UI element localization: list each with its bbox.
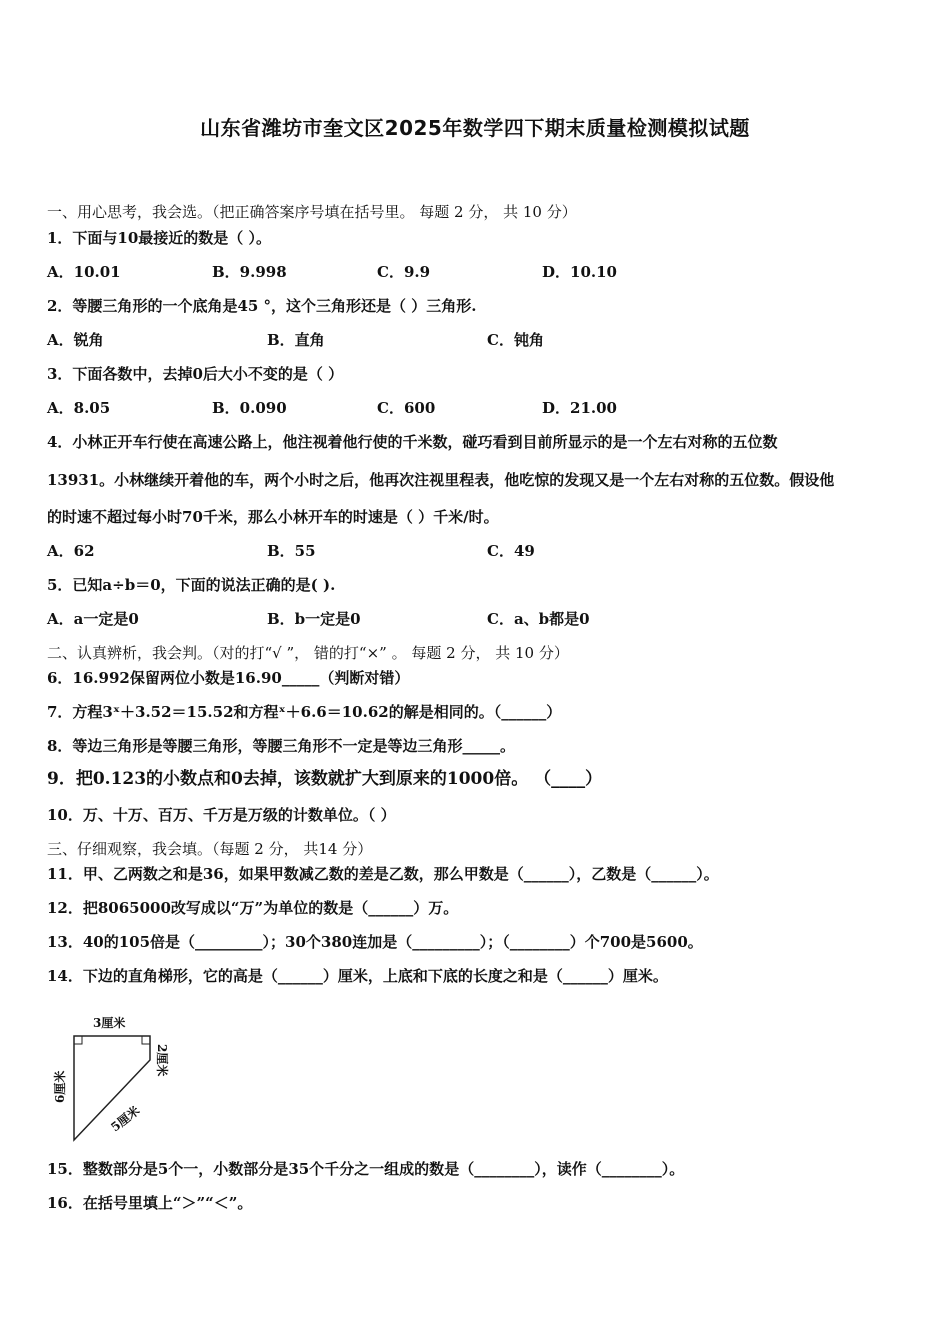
option-a: A．8.05 (47, 399, 111, 417)
option-a: A．62 (47, 542, 95, 560)
option-c: C．a、b都是0 (487, 610, 590, 628)
question-1: 1．下面与10最接近的数是（ ）。 (47, 229, 272, 247)
option-c: C．9.9 (377, 263, 431, 281)
section-1-heading: 一、用心思考，我会选。（把正确答案序号填在括号里。 每题 2 分， 共 10 分） (47, 203, 577, 221)
slant-side-label: 5厘米 (108, 1103, 143, 1135)
question-10: 10．万、十万、百万、千万是万级的计数单位。（ ） (47, 806, 396, 824)
option-a: A．10.01 (47, 263, 121, 281)
question-5: 5．已知a÷b＝0，下面的说法正确的是( ). (47, 576, 336, 594)
question-13: 13．40的105倍是（_________）；30个380连加是（_________）；（________）个700是5600。 (47, 933, 703, 951)
page-title: 山东省潍坊市奎文区2025年数学四下期末质量检测模拟试题 (200, 116, 750, 140)
question-8: 8．等边三角形是等腰三角形，等腰三角形不一定是等边三角形_____。 (47, 737, 515, 755)
top-side-label: 3厘米 (93, 1016, 126, 1030)
option-b: B．9.998 (212, 263, 287, 281)
option-b: B．0.090 (212, 399, 287, 417)
question-4-line-2: 13931。小林继续开着他的车，两个小时之后，他再次注视里程表，他吃惊的发现又是一个左右对称的五位数。假设他 (47, 471, 835, 489)
right-angle-mark-left (74, 1036, 82, 1044)
section-2-heading: 二、认真辨析，我会判。（对的打“√ ”， 错的打“×” 。 每题 2 分， 共 10 分） (47, 644, 569, 662)
option-d: D．10.10 (542, 263, 617, 281)
question-4-line-1: 4．小林正开车行使在高速公路上，他注视着他行使的千米数，碰巧看到目前所显示的是一个左右对称的五位数 (47, 433, 778, 451)
option-a: A．a一定是0 (47, 610, 139, 628)
question-3: 3．下面各数中，去掉0后大小不变的是（ ） (47, 365, 344, 383)
question-4-line-3: 的时速不超过每小时70千米，那么小林开车的时速是（ ）千米/时。 (47, 508, 499, 526)
option-c: C．600 (377, 399, 436, 417)
question-9: 9．把0.123的小数点和0去掉，该数就扩大到原来的1000倍。 （____） (47, 769, 603, 789)
question-12: 12．把8065000改写成以“万”为单位的数是（______）万。 (47, 899, 459, 917)
right-angle-mark-right (142, 1036, 150, 1044)
left-side-label: 6厘米 (53, 1070, 67, 1103)
right-side-label: 2厘米 (155, 1044, 169, 1077)
trapezoid-diagram (40, 1008, 190, 1148)
option-b: B．直角 (267, 331, 325, 349)
question-15: 15．整数部分是5个一，小数部分是35个千分之一组成的数是（________），读作（________）。 (47, 1160, 685, 1178)
option-c: C．钝角 (487, 331, 544, 349)
question-14: 14．下边的直角梯形，它的高是（______）厘米，上底和下底的长度之和是（______）厘米。 (47, 967, 668, 985)
question-7: 7．方程3ˣ＋3.52＝15.52和方程ˣ＋6.6＝10.62的解是相同的。（______） (47, 703, 562, 721)
right-trapezoid-figure (40, 1008, 190, 1148)
question-2: 2．等腰三角形的一个底角是45 °，这个三角形还是（ ）三角形. (47, 297, 477, 315)
option-b: B．b一定是0 (267, 610, 361, 628)
option-b: B．55 (267, 542, 316, 560)
question-16: 16．在括号里填上“＞”“＜”。 (47, 1194, 253, 1212)
section-3-heading: 三、仔细观察，我会填。（每题 2 分， 共14 分） (47, 840, 373, 858)
question-11: 11．甲、乙两数之和是36，如果甲数减乙数的差是乙数，那么甲数是（______），乙数是（______）。 (47, 865, 719, 883)
option-a: A．锐角 (47, 331, 104, 349)
question-6: 6．16.992保留两位小数是16.90_____（判断对错） (47, 669, 410, 687)
option-c: C．49 (487, 542, 535, 560)
option-d: D．21.00 (542, 399, 617, 417)
